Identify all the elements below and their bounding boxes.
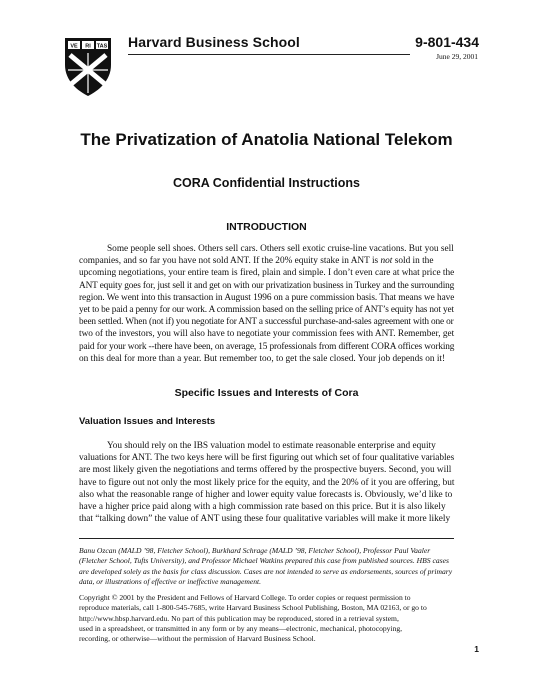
paragraph-line: two of the investors, you will also have to negotiate your commission fees with ANT. Remember, get — [79, 329, 455, 340]
paragraph-line: valuations for ANT. The two keys here will be first figuring out which set of four qualitative variables — [79, 453, 455, 464]
case-date: June 29, 2001 — [436, 52, 478, 61]
paragraph-line: also what the reasonable range of higher and lower equity value forecasts is. Obviously, we’d like to — [79, 489, 453, 500]
specific-issues-heading: Specific Issues and Interests of Cora — [174, 387, 359, 399]
harvard-shield-logo — [64, 37, 112, 97]
paragraph-line: region. We went into this transaction in August 1996 on a pure commission basis. That means we have — [79, 292, 455, 303]
school-name: Harvard Business School — [128, 34, 300, 50]
paragraph-line: been settled. When (not if) you negotiate for ANT a successful purchase-and-sales agreement with one or — [79, 317, 454, 328]
copyright-line: http://www.hbsp.harvard.edu. No part of this publication may be reproduced, stored in a retrieval system, — [79, 613, 399, 623]
paragraph-line: ANT equity goes for, just sell it and get on with our privatization business in Turkey and the surrounding — [79, 280, 455, 291]
svg-text:RI: RI — [85, 43, 91, 50]
paragraph-line: You should rely on the IBS valuation model to estimate reasonable enterprise and equity — [107, 441, 436, 451]
paragraph-line: are most likely given the negotiations and terms offered by the prospective buyers. Second, you will — [79, 465, 452, 476]
paragraph-line: companies, and so far you have not sold ANT. If the 20% equity stake in ANT is not sold in the — [79, 256, 434, 267]
valuation-paragraph — [79, 440, 454, 525]
page-number: 1 — [474, 644, 479, 654]
copyright-line: Copyright © 2001 by the President and Fellows of Harvard College. To order copies or request permission to — [79, 593, 411, 602]
introduction-paragraph — [79, 243, 454, 365]
copyright-line: used in a spreadsheet, or transmitted in any form or by any means—electronic, mechanical, photocopying, — [79, 623, 403, 633]
paragraph-line: paid for your work --there have been, on average, 15 professionals from different CORA offices working — [79, 341, 455, 352]
svg-text:TAS: TAS — [96, 43, 108, 50]
note-line: are developed solely as the basis for class discussion. Cases are not intended to serve as endorsements, sources of primary — [79, 566, 453, 576]
copyright-line: reproduce materials, call 1-800-545-7685, write Harvard Business School Publishing, Boston, MA 02163, or go to — [79, 603, 427, 613]
paragraph-line: yet to be paid a penny for our work. A commission based on the selling price of ANT’s equity has not yet — [79, 305, 454, 316]
paragraph-line: that “talking down” the value of ANT using these four qualitative variables will make it more likely — [79, 514, 451, 525]
copyright-notice — [79, 593, 454, 644]
page-subtitle: CORA Confidential Instructions — [172, 176, 361, 190]
header-divider — [128, 54, 410, 55]
author-note — [79, 546, 454, 587]
note-line: (Fletcher School, Tufts University), and Professor Michael Watkins prepared this case from published sources. HBS cases — [79, 556, 449, 566]
introduction-heading: INTRODUCTION — [226, 221, 307, 233]
valuation-heading: Valuation Issues and Interests — [79, 416, 216, 427]
footer-divider — [79, 538, 454, 539]
note-line: Banu Ozcan (MALD ’98, Fletcher School), Burkhard Schrage (MALD ’98, Fletcher School), Professor Paul Vaaler — [79, 546, 431, 555]
paragraph-line: have a higher price paid along with a high commission rate based on this price. But it is also likely — [79, 502, 446, 513]
svg-text:VE: VE — [70, 43, 78, 50]
case-number: 9-801-434 — [415, 34, 479, 50]
paragraph-line: upcoming negotiations, your entire team is fired, plain and simple. I don’t even care at what price the — [79, 268, 455, 279]
note-line: data, or illustrations of effective or ineffective management. — [79, 576, 262, 586]
paragraph-line: Some people sell shoes. Others sell cars. Others sell exotic cruise-line vacations. But you sell — [107, 244, 454, 254]
paragraph-line: have to figure out not only the most likely price for the equity, and the 20% of it you are offering, but — [79, 477, 455, 488]
page-title: The Privatization of Anatolia National Telekom — [80, 130, 453, 149]
copyright-line: recording, or otherwise—without the permission of Harvard Business School. — [79, 634, 316, 644]
paragraph-line: on this deal for more than a year. But remember too, to get the sale closed. Your job depends on it! — [79, 353, 446, 364]
